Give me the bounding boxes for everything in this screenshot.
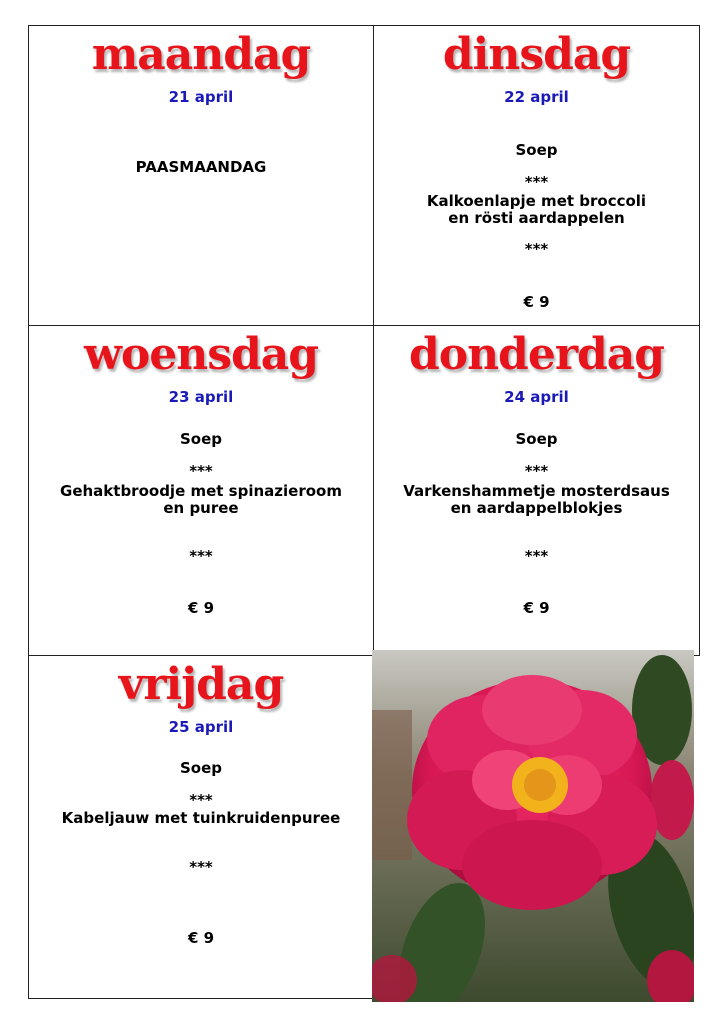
separator: ***: [524, 462, 549, 480]
day-cell-friday: [28, 655, 374, 999]
main-dish-line2: en rösti aardappelen: [448, 209, 625, 227]
main-dish-line1: Varkenshammetje mosterdsaus: [403, 482, 670, 500]
day-cell-monday: [28, 25, 374, 326]
day-date: 25 april: [168, 718, 234, 736]
day-name: maandag: [91, 29, 311, 80]
day-name: dinsdag: [442, 29, 631, 80]
day-name: vrijdag: [118, 659, 284, 710]
day-date: 23 april: [168, 388, 234, 406]
separator: ***: [524, 547, 549, 565]
price: € 9: [187, 599, 215, 617]
main-dish-line2: en puree: [163, 499, 239, 517]
day-date: 22 april: [504, 88, 569, 106]
day-date: 24 april: [504, 388, 569, 406]
day-name: woensdag: [83, 329, 319, 380]
flower-image: [372, 650, 694, 1002]
day-cell-thursday: [373, 325, 700, 656]
holiday-note: PAASMAANDAG: [135, 158, 267, 176]
main-dish-line2: en aardappelblokjes: [450, 499, 623, 517]
separator: ***: [189, 462, 213, 480]
price: € 9: [523, 293, 550, 311]
day-cell-wednesday: [28, 325, 374, 656]
main-dish-line1: Kabeljauw met tuinkruidenpuree: [61, 809, 341, 827]
separator: ***: [189, 858, 213, 876]
camellia-flower-photo: [372, 650, 694, 1002]
separator: ***: [524, 173, 549, 191]
separator: ***: [524, 240, 549, 258]
soup-label: Soep: [515, 141, 558, 159]
soup-label: Soep: [515, 430, 558, 448]
day-name: donderdag: [408, 329, 665, 380]
price: € 9: [187, 929, 215, 947]
separator: ***: [189, 547, 213, 565]
main-dish-line1: Gehaktbroodje met spinazieroom: [60, 482, 342, 500]
day-date: 21 april: [168, 88, 234, 106]
main-dish-line1: Kalkoenlapje met broccoli: [426, 192, 647, 210]
soup-label: Soep: [179, 759, 223, 777]
day-cell-tuesday: [373, 25, 700, 326]
soup-label: Soep: [179, 430, 223, 448]
price: € 9: [523, 599, 550, 617]
separator: ***: [189, 791, 213, 809]
